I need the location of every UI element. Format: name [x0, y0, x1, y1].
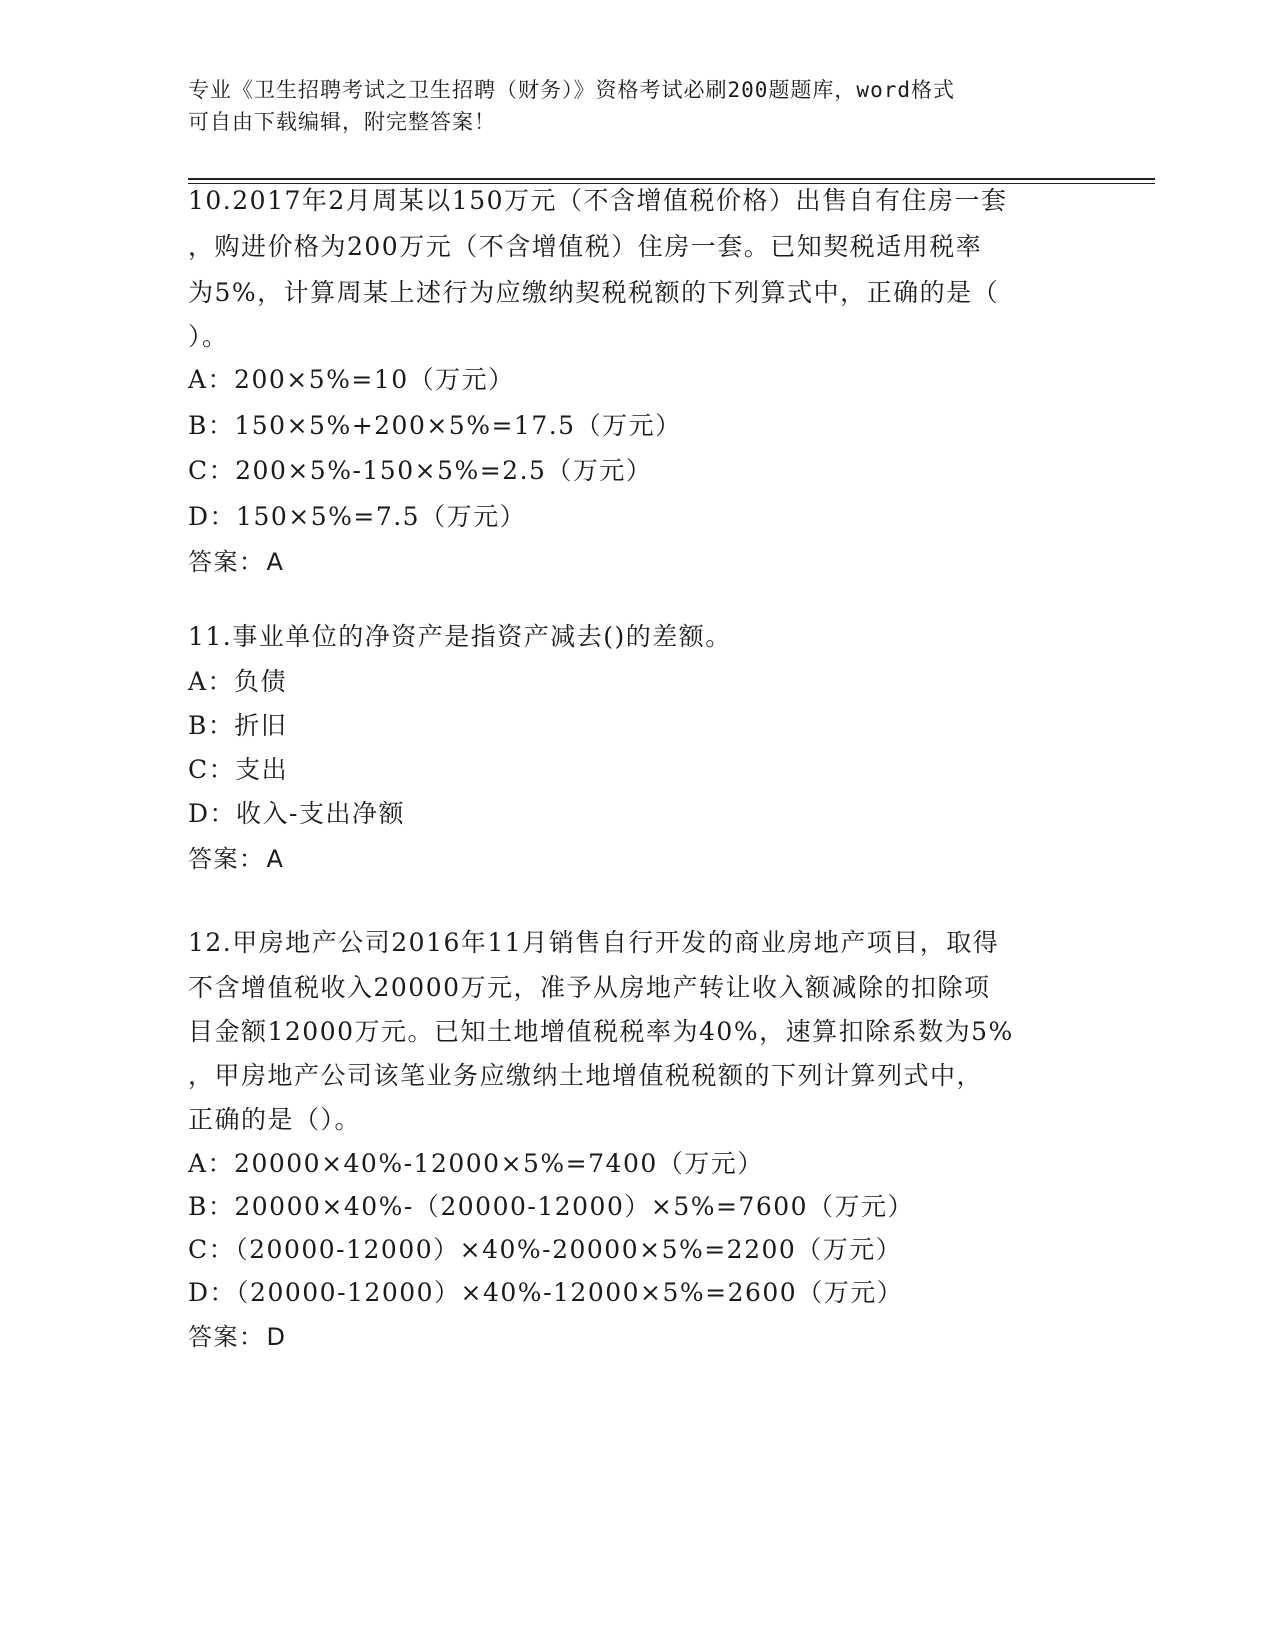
question-stem-line: 目金额12000万元。已知土地增值税税率为40%，速算扣除系数为5% — [188, 1017, 1014, 1046]
option-d: D：150×5%=7.5（万元） — [188, 501, 527, 531]
answer-value: A — [266, 845, 285, 873]
option-b: B：20000×40%-（20000-12000）×5%=7600（万元） — [188, 1192, 915, 1221]
option-d: D：收入-支出净额 — [188, 799, 405, 828]
question-12 — [188, 920, 1088, 1360]
document-header — [188, 74, 1088, 138]
question-stem-line: 10.2017年2月周某以150万元（不含增值税价格）出售自有住房一套 — [188, 186, 1008, 215]
question-stem-line: ，甲房地产公司该笔业务应缴纳土地增值税税额的下列计算列式中， — [188, 1061, 984, 1090]
answer-label: 答案： — [188, 1323, 265, 1351]
answer-label: 答案： — [188, 845, 265, 873]
answer-line — [188, 836, 1088, 882]
option-a: A：负债 — [188, 667, 288, 696]
question-11 — [188, 614, 1088, 882]
question-stem-line: 12.甲房地产公司2016年11月销售自行开发的商业房地产项目，取得 — [188, 928, 1000, 957]
answer-value: D — [266, 1323, 287, 1351]
answer-label: 答案： — [188, 548, 265, 576]
header-line-2: 可自由下载编辑，附完整答案！ — [188, 110, 496, 134]
question-stem-line: 不含增值税收入20000万元，准予从房地产转让收入额减除的扣除项 — [188, 973, 991, 1002]
option-c: C：（20000-12000）×40%-20000×5%=2200（万元） — [188, 1235, 903, 1264]
question-10 — [188, 178, 1088, 585]
question-stem-line: ）。 — [188, 322, 229, 351]
question-stem-line: 11.事业单位的净资产是指资产减去()的差额。 — [188, 622, 732, 651]
option-b: B：折旧 — [188, 711, 288, 740]
question-stem-line: ，购进价格为200万元（不含增值税）住房一套。已知契税适用税率 — [188, 232, 983, 261]
option-a: A：200×5%=10（万元） — [188, 365, 515, 394]
question-stem-line: 正确的是（）。 — [188, 1105, 362, 1134]
option-a: A：20000×40%-12000×5%=7400（万元） — [188, 1149, 764, 1178]
option-d: D：（20000-12000）×40%-12000×5%=2600（万元） — [188, 1278, 904, 1307]
option-c: C：200×5%-150×5%=2.5（万元） — [188, 456, 653, 485]
answer-line — [188, 539, 1088, 585]
answer-value: A — [266, 548, 285, 576]
header-line-1: 专业《卫生招聘考试之卫生招聘（财务）》资格考试必刷200题题库，word格式 — [188, 78, 955, 102]
option-c: C：支出 — [188, 755, 289, 784]
answer-line — [188, 1314, 1088, 1360]
question-stem-line: 为5%，计算周某上述行为应缴纳契税税额的下列算式中，正确的是（ — [188, 278, 1000, 307]
option-b: B：150×5%+200×5%=17.5（万元） — [188, 410, 682, 440]
